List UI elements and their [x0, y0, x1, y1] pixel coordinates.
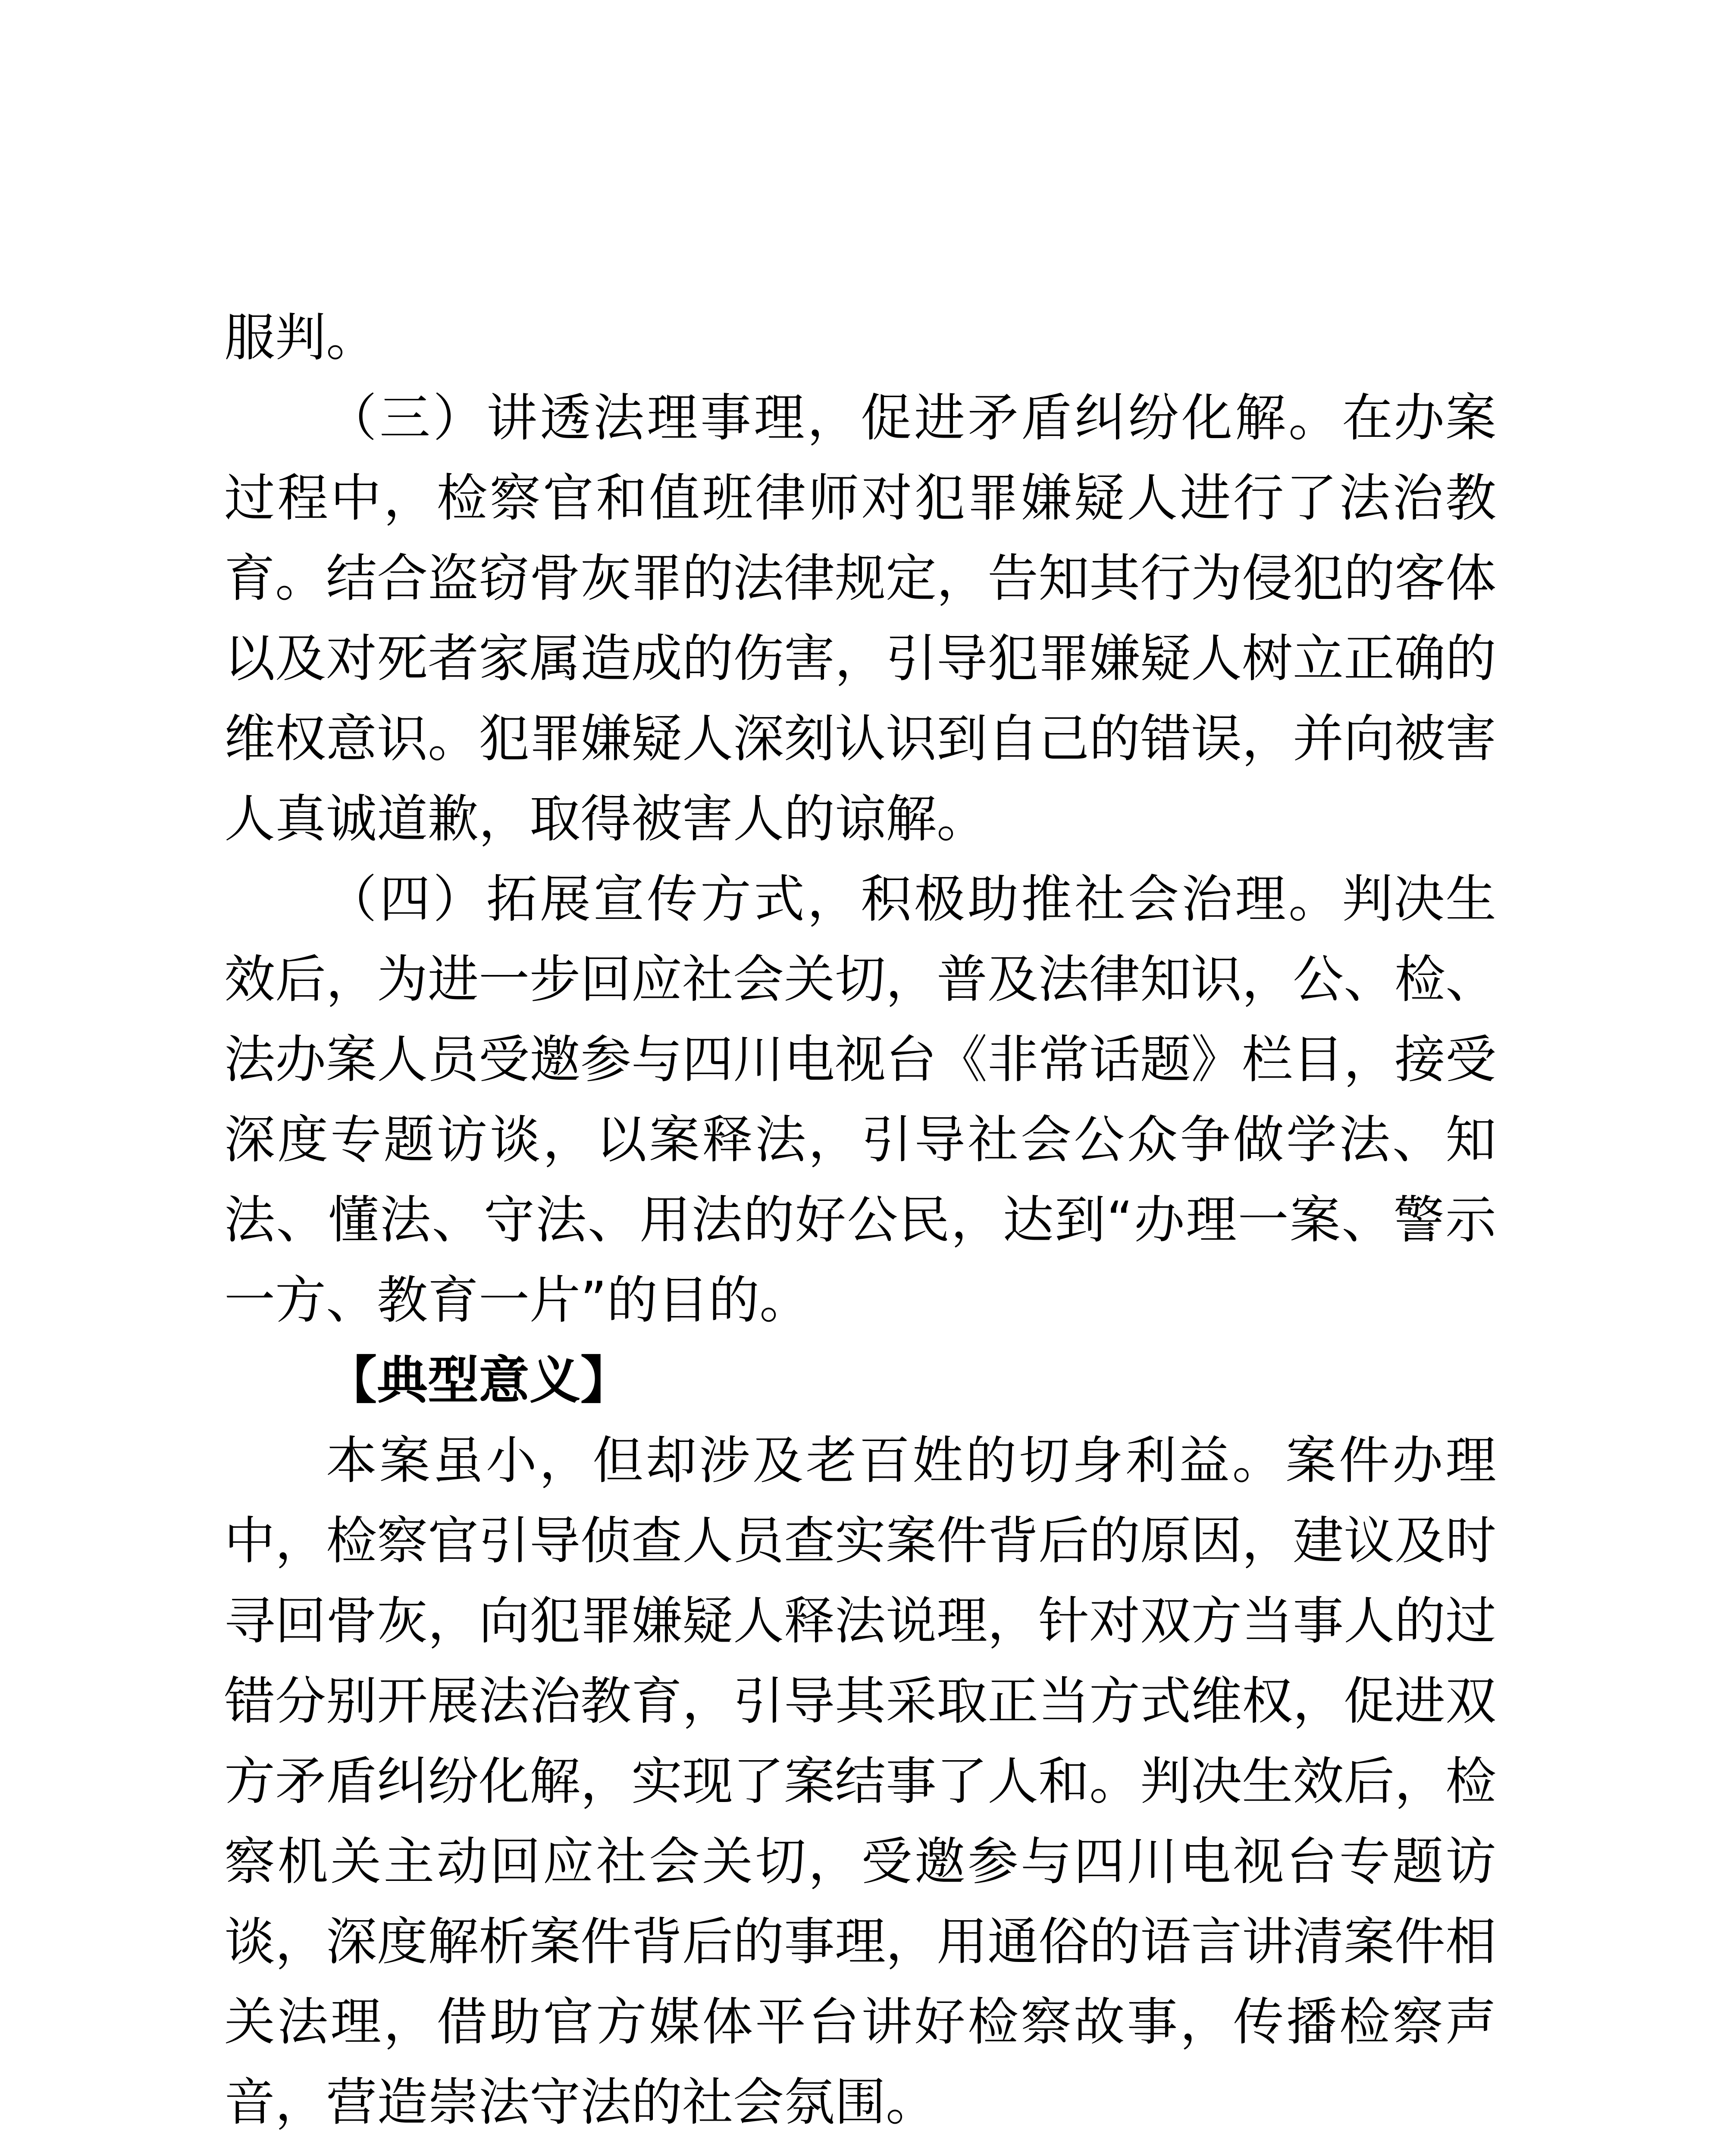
significance-paragraph: 本案虽小，但却涉及老百姓的切身利益。案件办理中，检察官引导侦查人员查实案件背后的原因，建议及时寻回骨灰，向犯罪嫌疑人释法说理，针对双方当事人的过错分别开展法治教育，引导其采取正当方式维权，促进双方矛盾纠纷化解，实现了案结事了人和。判决生效后，检察机关主动回应社会关切，受邀参与四川电视台专题访谈，深度解析案件背后的事理，用通俗的语言讲清案件相关法理，借助官方媒体平台讲好检察故事，传播检察声音，营造崇法守法的社会氛围。 [224, 1431, 1497, 2132]
section-three-heading: （三）讲透法理事理，促进矛盾纠纷化解。 [326, 388, 1342, 448]
paragraph-section-four [224, 859, 1496, 1340]
paragraph-text: 服判。 [224, 308, 377, 367]
paragraph-continuation [224, 298, 1496, 378]
paragraph-section-three [224, 378, 1496, 859]
section-four-heading: （四）拓展宣传方式，积极助推社会治理。 [326, 869, 1342, 929]
section-four-text: 判决生效后，为进一步回应社会关切，普及法律知识，公、检、法办案人员受邀参与四川电视台《非常话题》栏目，接受深度专题访谈，以案释法，引导社会公众争做学法、知法、懂法、守法、用法的好公民，达到“办理一案、警示一方、教育一片”的目的。 [224, 869, 1497, 1330]
significance-heading: 【典型意义】 [326, 1351, 632, 1410]
document-body [224, 298, 1496, 2142]
section-three-text: 在办案过程中，检察官和值班律师对犯罪嫌疑人进行了法治教育。结合盗窃骨灰罪的法律规定，告知其行为侵犯的客体以及对死者家属造成的伤害，引导犯罪嫌疑人树立正确的维权意识。犯罪嫌疑人深刻认识到自己的错误，并向被害人真诚道歉，取得被害人的谅解。 [224, 388, 1497, 849]
